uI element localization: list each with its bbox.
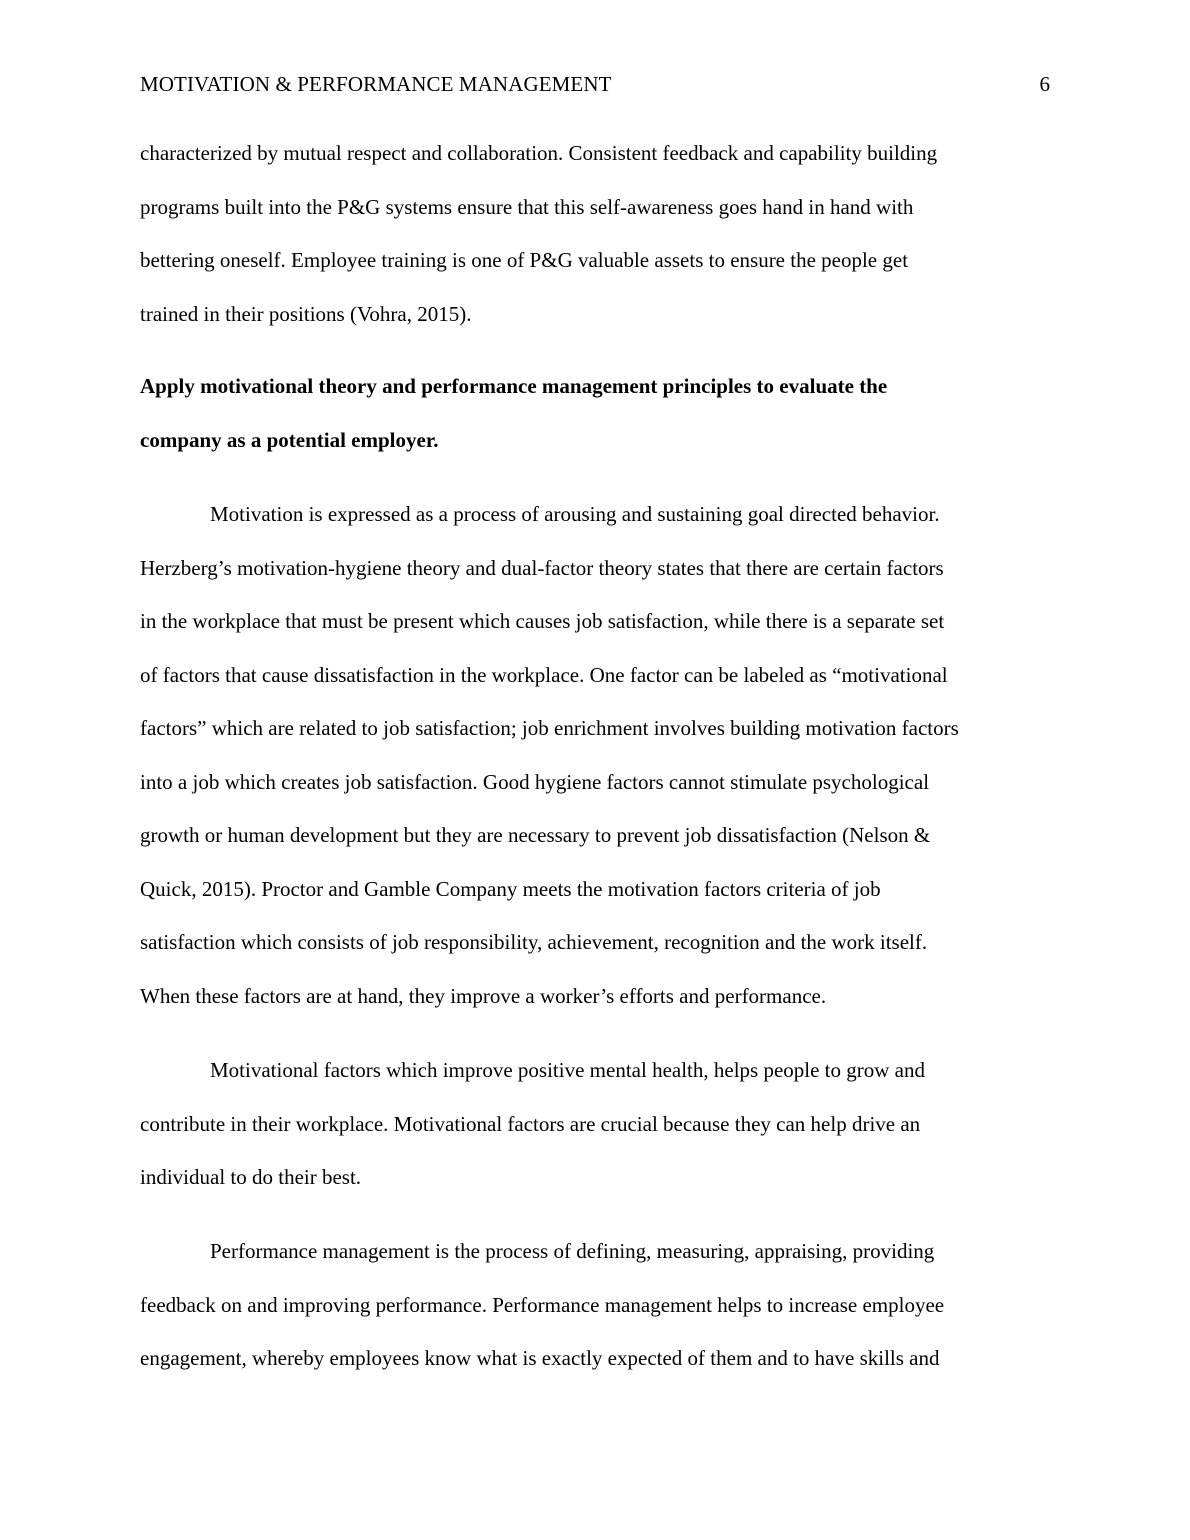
text-line: factors” which are related to job satisfaction; job enrichment involves building motivation factors — [140, 716, 959, 740]
paragraph-continuation — [140, 127, 1060, 341]
text-line: Herzberg’s motivation-hygiene theory and dual-factor theory states that there are certain factors — [140, 555, 944, 580]
text-line: characterized by mutual respect and collaboration. Consistent feedback and capability building — [140, 141, 938, 165]
text-line: engagement, whereby employees know what is exactly expected of them and to have skills and — [140, 1346, 940, 1370]
text-line: bettering oneself. Employee training is one of P&G valuable assets to ensure the people get — [140, 248, 909, 272]
text-line: Motivation is expressed as a process of arousing and sustaining goal directed behavior. — [210, 502, 940, 526]
text-line: growth or human development but they are necessary to prevent job dissatisfaction (Nelson & — [140, 823, 931, 847]
text-line: into a job which creates job satisfaction. Good hygiene factors cannot stimulate psychological — [140, 769, 930, 794]
text-line: satisfaction which consists of job responsibility, achievement, recognition and the work itself. — [140, 930, 928, 954]
text-line: Performance management is the process of defining, measuring, appraising, providing — [210, 1239, 935, 1263]
text-line: Quick, 2015). Proctor and Gamble Company meets the motivation factors criteria of job — [140, 876, 881, 901]
section-heading — [140, 360, 1060, 467]
text-line: individual to do their best. — [140, 1165, 362, 1189]
paragraph-motivation — [140, 488, 1060, 1023]
running-head: MOTIVATION & PERFORMANCE MANAGEMENT — [140, 72, 612, 96]
paragraph-motivational-factors — [140, 1044, 1060, 1205]
heading-line: company as a potential employer. — [140, 427, 439, 452]
heading-line: Apply motivational theory and performance management principles to evaluate the — [140, 374, 888, 398]
text-line: feedback on and improving performance. Performance management helps to increase employee — [140, 1292, 945, 1317]
text-line: trained in their positions (Vohra, 2015). — [140, 301, 472, 326]
page-number: 6 — [1039, 72, 1050, 96]
text-line: contribute in their workplace. Motivational factors are crucial because they can help drive an — [140, 1111, 921, 1136]
text-line: of factors that cause dissatisfaction in the workplace. One factor can be labeled as “motivational — [140, 662, 948, 687]
text-line: Motivational factors which improve positive mental health, helps people to grow and — [210, 1058, 925, 1082]
text-line: programs built into the P&G systems ensure that this self-awareness goes hand in hand with — [140, 194, 914, 219]
paragraph-performance-management — [140, 1225, 1060, 1386]
text-line: When these factors are at hand, they improve a worker’s efforts and performance. — [140, 983, 827, 1008]
text-line: in the workplace that must be present which causes job satisfaction, while there is a separate set — [140, 609, 945, 633]
